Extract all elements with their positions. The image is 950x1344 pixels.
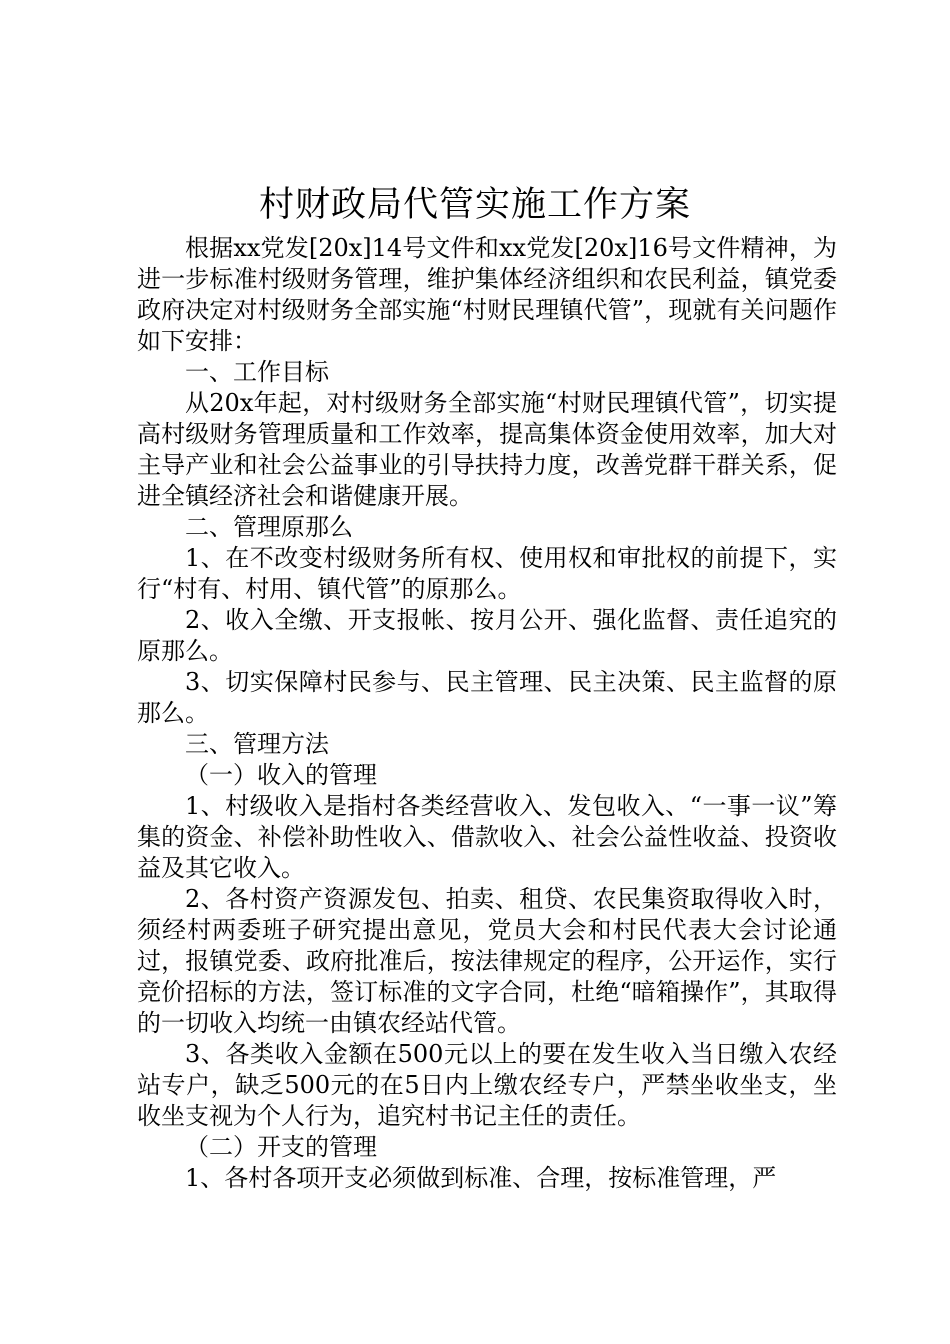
subsection-heading-income: （一）收入的管理 bbox=[185, 761, 377, 789]
subsection-heading-expenditure: （二）开支的管理 bbox=[185, 1133, 377, 1161]
expenditure-item-1: 1、各村各项开支必须做到标准、合理，按标准管理，严 bbox=[185, 1164, 777, 1192]
section-heading-management-principles: 二、管理原那么 bbox=[185, 513, 353, 541]
paragraph-intro: 根据xx党发[20x]14号文件和xx党发[20x]16号文件精神，为进一步标准村级财务管理，维护集体经济组织和农民利益，镇党委政府决定对村级财务全部实施“村财民理镇代管”，现就有关问题作如下安排： bbox=[137, 234, 837, 355]
paragraph-work-goal: 从20x年起，对村级财务全部实施“村财民理镇代管”，切实提高村级财务管理质量和工作效率，提高集体资金使用效率，加大对主导产业和社会公益事业的引导扶持力度，改善党群干群关系，促进全镇经济社会和谐健康开展。 bbox=[137, 389, 837, 510]
document-title: 村财政局代管实施工作方案 bbox=[258, 185, 691, 225]
principle-item-3: 3、切实保障村民参与、民主管理、民主决策、民主监督的原那么。 bbox=[137, 668, 837, 727]
section-heading-management-methods: 三、管理方法 bbox=[185, 730, 329, 758]
income-item-2: 2、各村资产资源发包、拍卖、租贷、农民集资取得收入时，须经村两委班子研究提出意见，党员大会和村民代表大会讨论通过，报镇党委、政府批准后，按法律规定的程序，公开运作，实行竞价招标的方法，签订标准的文字合同，杜绝“暗箱操作”，其取得的一切收入均统一由镇农经站代管。 bbox=[137, 885, 837, 1037]
principle-item-2: 2、收入全缴、开支报帐、按月公开、强化监督、责任追究的原那么。 bbox=[137, 606, 837, 665]
income-item-3: 3、各类收入金额在500元以上的要在发生收入当日缴入农经站专户，缺乏500元的在5日内上缴农经专户，严禁坐收坐支，坐收坐支视为个人行为，追究村书记主任的责任。 bbox=[137, 1040, 837, 1130]
document-body bbox=[137, 233, 837, 1194]
principle-item-1: 1、在不改变村级财务所有权、使用权和审批权的前提下，实行“村有、村用、镇代管”的原那么。 bbox=[137, 544, 837, 603]
income-item-1: 1、村级收入是指村各类经营收入、发包收入、“一事一议”筹集的资金、补偿补助性收入、借款收入、社会公益性收益、投资收益及其它收入。 bbox=[137, 792, 837, 882]
section-heading-work-goal: 一、工作目标 bbox=[185, 358, 329, 386]
